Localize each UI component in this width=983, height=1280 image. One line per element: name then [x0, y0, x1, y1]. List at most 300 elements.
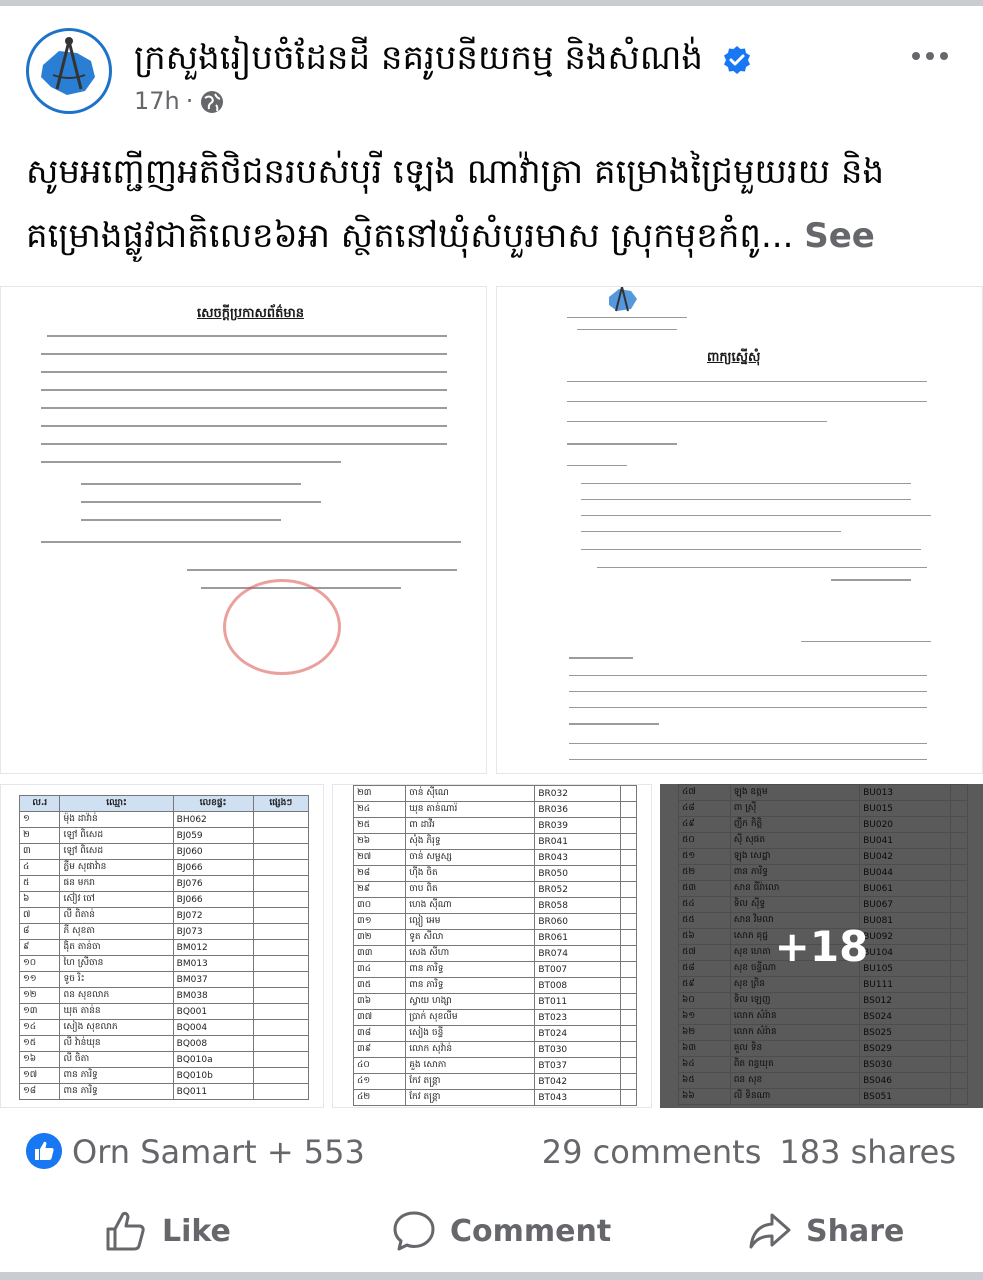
table-cell: ពាន ភារិទ្ធ	[406, 978, 535, 994]
table-cell: ៨	[20, 924, 60, 940]
table-cell: BR050	[535, 866, 620, 882]
table-cell: ២៧	[354, 850, 406, 866]
table-row	[354, 834, 637, 850]
table-cell: ៥៦	[679, 929, 731, 945]
table-cell: ហៃ ស្រីចាន	[60, 956, 173, 972]
globe-icon	[199, 89, 225, 115]
share-arrow-icon	[748, 1209, 792, 1253]
table-cell: សៀង ចន្ទី	[406, 1026, 535, 1042]
form-field-line	[569, 759, 927, 760]
table-cell: BQ011	[173, 1084, 253, 1100]
table-cell: BT037	[535, 1058, 620, 1074]
table-row	[354, 1074, 637, 1090]
form-field-line	[567, 421, 827, 422]
table-cell: ៦៣	[679, 1041, 731, 1057]
table-cell: BU015	[860, 801, 951, 817]
form-field-line	[569, 675, 927, 676]
table-cell: ទូច រិះ	[60, 972, 173, 988]
doc-text-line	[41, 371, 447, 373]
table-cell-empty	[253, 1068, 308, 1084]
table-cell: ចាន់ ស៊ីណេ	[406, 786, 535, 802]
table-cell: ស៊ី សុផត	[730, 833, 859, 849]
table-header: ល.រ	[20, 796, 60, 812]
table-cell: ៤១	[354, 1074, 406, 1090]
table-cell: កែវ តន្ត្រា	[406, 1090, 535, 1106]
table-row	[354, 1042, 637, 1058]
table-cell: ពាន ភារិទ្ធ	[60, 1084, 173, 1100]
table-header: ឈ្មោះ	[60, 796, 173, 812]
table-cell: ញឹក កិត្តិ	[730, 817, 859, 833]
table-row	[20, 876, 309, 892]
table-row	[20, 908, 309, 924]
table-cell: លី ទិនណា	[730, 1089, 859, 1105]
table-cell: BU042	[860, 849, 951, 865]
table-cell-empty	[253, 1036, 308, 1052]
table-cell: ៥១	[679, 849, 731, 865]
table-cell: ១៧	[20, 1068, 60, 1084]
table-cell: ២៨	[354, 866, 406, 882]
table-cell: ពិត ពន្ធឃុត	[730, 1057, 859, 1073]
table-cell-empty	[253, 924, 308, 940]
table-cell: ៦១	[679, 1009, 731, 1025]
form-checkbox-row	[581, 515, 931, 516]
table-row	[20, 1036, 309, 1052]
table-cell: ចាប ពិត	[406, 882, 535, 898]
table-cell: ផន មករា	[60, 876, 173, 892]
table-cell-empty	[253, 1004, 308, 1020]
photo-application-form[interactable]	[496, 286, 983, 774]
form-section-heading	[567, 443, 677, 445]
table-cell: BQ010a	[173, 1052, 253, 1068]
table-cell: BJ066	[173, 860, 253, 876]
table-cell: ៤៩	[679, 817, 731, 833]
table-cell: លី ចិតា	[60, 1052, 173, 1068]
table-cell: BS012	[860, 993, 951, 1009]
table-cell: ឡុង សេដ្ឋា	[730, 849, 859, 865]
table-cell: BJ076	[173, 876, 253, 892]
table-cell: ប្រាក់ សុខលីម	[406, 1010, 535, 1026]
table-cell: BR058	[535, 898, 620, 914]
table-cell: ង៉ិត តាន់ចា	[60, 940, 173, 956]
table-row	[354, 850, 637, 866]
table-row	[354, 1058, 637, 1074]
table-cell: ឡៅ ពិសេដ	[60, 844, 173, 860]
table-cell: ៥៧	[679, 945, 731, 961]
table-cell: សោភ គុជ្ជ	[730, 929, 859, 945]
table-cell: ៣៩	[354, 1042, 406, 1058]
post-meta: 17h ·	[134, 86, 225, 116]
table-cell: លោក សំរ៉ាន	[730, 1025, 859, 1041]
table-cell: ៦៤	[679, 1057, 731, 1073]
table-row	[20, 860, 309, 876]
table-row	[354, 1010, 637, 1026]
table-cell-empty	[620, 1042, 636, 1058]
table-cell: BM037	[173, 972, 253, 988]
table-cell: ៣	[20, 844, 60, 860]
table-cell: BS029	[860, 1041, 951, 1057]
table-row	[354, 1090, 637, 1106]
table-cell: BQ001	[173, 1004, 253, 1020]
photo-roster-table-3[interactable]	[660, 784, 983, 1108]
reaction-names[interactable]: Orn Samart + 553	[72, 1133, 365, 1171]
table-cell: ៦០	[679, 993, 731, 1009]
table-cell: ៣៤	[354, 962, 406, 978]
table-cell-empty	[620, 882, 636, 898]
table-cell: ស្វាយ ហង្សា	[406, 994, 535, 1010]
table-cell-empty	[620, 818, 636, 834]
table-cell: ៩	[20, 940, 60, 956]
more-photos-count[interactable]: +18	[774, 921, 869, 971]
table-row	[354, 914, 637, 930]
form-field-line	[569, 707, 927, 708]
table-cell: BT024	[535, 1026, 620, 1042]
form-title: ពាក្យស្នើសុំ	[707, 350, 761, 365]
table-cell: BS025	[860, 1025, 951, 1041]
roster-table-1	[19, 795, 309, 1100]
notice-title: សេចក្តីប្រកាសព័ត៌មាន	[197, 306, 305, 321]
table-cell: ៤	[20, 860, 60, 876]
doc-list-item	[81, 501, 321, 503]
table-cell: ៦៦	[679, 1089, 731, 1105]
form-checkbox-row	[581, 499, 911, 500]
form-section-heading	[569, 657, 633, 659]
table-cell: ១	[20, 812, 60, 828]
table-row	[20, 972, 309, 988]
table-cell: ២៥	[354, 818, 406, 834]
post-text-line-1: សូមអញ្ជើញអតិថិជនរបស់បុរី ឡេង ណាវ៉ាត្រា គម្រោងជ្រៃមួយរយ និង	[26, 152, 885, 192]
table-cell-empty	[253, 812, 308, 828]
action-bar	[0, 1196, 983, 1266]
table-cell: ២៦	[354, 834, 406, 850]
table-cell: ១៦	[20, 1052, 60, 1068]
table-cell-empty	[620, 1074, 636, 1090]
table-cell: BR052	[535, 882, 620, 898]
see-more-link[interactable]: See	[804, 216, 875, 256]
table-cell-empty	[620, 930, 636, 946]
doc-text-line	[41, 443, 447, 445]
doc-text-line	[41, 461, 341, 463]
bottom-divider	[0, 1272, 983, 1280]
doc-text-line	[41, 425, 447, 427]
table-cell: ឡៅ ពិសេដ	[60, 828, 173, 844]
reaction-summary	[26, 1130, 956, 1174]
photo-notice-document[interactable]	[0, 286, 487, 774]
table-cell: ឃុន តាន់ណារ៉	[406, 802, 535, 818]
table-cell-empty	[620, 898, 636, 914]
table-cell: ទូត សីលា	[406, 930, 535, 946]
table-cell-empty	[620, 802, 636, 818]
table-cell: ទិល ស៊ីទ្ធ	[730, 897, 859, 913]
table-row	[20, 940, 309, 956]
photo-roster-table-2[interactable]	[332, 784, 652, 1108]
table-row	[354, 786, 637, 802]
table-row	[354, 898, 637, 914]
table-cell: BS024	[860, 1009, 951, 1025]
table-cell: ៤៨	[679, 801, 731, 817]
doc-list-item	[81, 483, 301, 485]
table-row	[354, 1026, 637, 1042]
table-cell-empty	[620, 978, 636, 994]
table-row	[20, 1004, 309, 1020]
table-cell: BT008	[535, 978, 620, 994]
doc-list-item	[81, 519, 281, 521]
table-cell: ១១	[20, 972, 60, 988]
form-section-heading	[567, 465, 627, 466]
shares-count[interactable]: 183 shares	[779, 1133, 956, 1171]
table-row	[354, 866, 637, 882]
photo-grid	[0, 286, 983, 1108]
form-checkbox-row	[581, 531, 841, 532]
table-cell: BQ010b	[173, 1068, 253, 1084]
roster-table-2-body	[354, 786, 637, 1106]
table-cell: BJ066	[173, 892, 253, 908]
table-cell: BJ072	[173, 908, 253, 924]
table-cell: ៥៣	[679, 881, 731, 897]
table-cell-empty	[620, 866, 636, 882]
photo-roster-table-1[interactable]	[0, 784, 324, 1108]
table-cell: ហេង ស៊ីណា	[406, 898, 535, 914]
table-cell: BU061	[860, 881, 951, 897]
page-name-text[interactable]: ក្រសួងរៀបចំដែនដី នគរូបនីយកម្ម និងសំណង់	[134, 38, 703, 78]
form-checkbox-row	[581, 483, 911, 484]
table-cell-empty	[253, 828, 308, 844]
table-cell: BS051	[860, 1089, 951, 1105]
comment-bubble-icon	[392, 1209, 436, 1253]
table-cell: ម៉ុង ដាវ៉ាន់	[60, 812, 173, 828]
table-header: ផ្សេងៗ	[253, 796, 308, 812]
page-avatar[interactable]	[26, 28, 112, 114]
table-row	[20, 828, 309, 844]
doc-text-line	[47, 335, 447, 337]
table-cell: ៤២	[354, 1090, 406, 1106]
form-signature-line	[801, 641, 931, 642]
table-cell: ពាន ភារិទ្ធ	[406, 962, 535, 978]
table-cell: លី វ៉ាន់ឃុន	[60, 1036, 173, 1052]
table-cell: BT007	[535, 962, 620, 978]
ministry-logo-icon	[29, 31, 109, 111]
table-cell: ៦	[20, 892, 60, 908]
table-cell: BM038	[173, 988, 253, 1004]
table-cell: សាន វិមលា	[730, 913, 859, 929]
table-cell: ល្អៀ អេម	[406, 914, 535, 930]
form-section-heading	[569, 723, 659, 725]
table-cell-empty	[620, 1058, 636, 1074]
table-row	[354, 994, 637, 1010]
table-cell: BU081	[860, 913, 951, 929]
table-cell: ៤០	[354, 1058, 406, 1074]
table-cell: BS046	[860, 1073, 951, 1089]
table-cell: BU020	[860, 817, 951, 833]
table-cell: ពន សុខ	[730, 1073, 859, 1089]
table-cell: ១០	[20, 956, 60, 972]
table-cell: ឃុត តាន់ន	[60, 1004, 173, 1020]
table-cell-empty	[620, 1026, 636, 1042]
table-cell: ពា ស្រ៊ី	[730, 801, 859, 817]
table-cell: ៥២	[679, 865, 731, 881]
table-cell: BU111	[860, 977, 951, 993]
table-cell: BU044	[860, 865, 951, 881]
table-cell: BR039	[535, 818, 620, 834]
table-cell: ២៩	[354, 882, 406, 898]
comments-count[interactable]: 29 comments	[541, 1133, 762, 1171]
table-cell: ពាន ភារិទ្ធ	[730, 865, 859, 881]
doc-text-line	[41, 353, 447, 355]
table-cell-empty	[253, 956, 308, 972]
table-cell: ២៤	[354, 802, 406, 818]
form-field-line	[569, 743, 927, 744]
table-cell: BR074	[535, 946, 620, 962]
like-button[interactable]	[104, 1196, 231, 1266]
more-options-icon[interactable]	[910, 46, 950, 66]
table-cell-empty	[253, 908, 308, 924]
table-cell: BU104	[860, 945, 951, 961]
doc-text-line	[41, 541, 461, 543]
comment-button[interactable]	[392, 1196, 611, 1266]
table-cell-empty	[253, 1084, 308, 1100]
table-cell: ពាន ភារិទ្ធ	[60, 1068, 173, 1084]
table-cell: ៣៨	[354, 1026, 406, 1042]
table-cell-empty	[620, 1010, 636, 1026]
table-cell-empty	[620, 786, 636, 802]
table-cell: BU092	[860, 929, 951, 945]
table-row	[354, 818, 637, 834]
table-cell: BT043	[535, 1090, 620, 1106]
table-cell: BU105	[860, 961, 951, 977]
table-cell: ១២	[20, 988, 60, 1004]
table-cell: ឡុង ឧត្តម	[730, 785, 859, 801]
table-cell: ពន សុខលាភ	[60, 988, 173, 1004]
table-cell: ១៤	[20, 1020, 60, 1036]
form-header-line	[567, 317, 687, 318]
table-cell: ៣៧	[354, 1010, 406, 1026]
table-row	[20, 844, 309, 860]
table-row	[20, 1068, 309, 1084]
table-row	[354, 946, 637, 962]
table-row	[354, 930, 637, 946]
table-cell: កែវ តន្ត្រា	[406, 1074, 535, 1090]
table-cell: ៣៣	[354, 946, 406, 962]
table-cell: សុខ ព្រិន	[730, 977, 859, 993]
form-logo-icon	[605, 287, 639, 313]
table-cell: BS030	[860, 1057, 951, 1073]
form-field-line	[567, 401, 927, 402]
table-cell: ៥៨	[679, 961, 731, 977]
table-cell-empty	[253, 892, 308, 908]
table-cell: លី ពិតាន់	[60, 908, 173, 924]
table-cell: ភី សុខតា	[60, 924, 173, 940]
form-field-line	[597, 567, 927, 568]
table-cell-empty	[620, 834, 636, 850]
table-row	[20, 1084, 309, 1100]
table-row	[20, 924, 309, 940]
form-field-line	[569, 691, 927, 692]
thumbs-up-icon	[104, 1209, 148, 1253]
post-text-line-2-body: គម្រោងផ្លូវជាតិលេខ៦អា ស្ថិតនៅឃុំសំបួរមាស ស្រុកមុខកំពូ...	[26, 216, 794, 256]
table-cell-empty	[253, 1052, 308, 1068]
table-cell-empty	[620, 914, 636, 930]
table-cell: គួល ទិន	[730, 1041, 859, 1057]
table-cell-empty	[620, 946, 636, 962]
table-cell: BT023	[535, 1010, 620, 1026]
table-cell-empty	[253, 988, 308, 1004]
share-label: Share	[806, 1213, 905, 1249]
table-cell-empty	[253, 1020, 308, 1036]
table-cell: ស៊ៀវ ចៅ	[60, 892, 173, 908]
table-cell: BT011	[535, 994, 620, 1010]
table-cell: លោក សំរ៉ាន	[730, 1009, 859, 1025]
table-cell: ពា ដាវីរ	[406, 818, 535, 834]
table-cell: BH062	[173, 812, 253, 828]
table-cell: សុខ ហេតា	[730, 945, 859, 961]
table-row	[354, 978, 637, 994]
doc-text-line	[41, 389, 447, 391]
table-cell: BR032	[535, 786, 620, 802]
table-cell: ទិល ឡេញ	[730, 993, 859, 1009]
table-cell-empty	[253, 844, 308, 860]
table-cell: BR060	[535, 914, 620, 930]
like-reaction-icon[interactable]	[26, 1133, 62, 1169]
page-name[interactable]	[134, 36, 752, 80]
table-cell: BM013	[173, 956, 253, 972]
engagement-counts	[524, 1130, 956, 1174]
table-row	[20, 1052, 309, 1068]
share-button[interactable]	[748, 1196, 904, 1266]
table-cell: BJ060	[173, 844, 253, 860]
table-cell: ហ៊ីង ចិត	[406, 866, 535, 882]
table-cell: ១៣	[20, 1004, 60, 1020]
post-time[interactable]: 17h	[134, 87, 180, 115]
table-cell: ៥៥	[679, 913, 731, 929]
table-row	[354, 882, 637, 898]
table-cell-empty	[620, 1090, 636, 1106]
table-cell: សុំង ភិរុទ្ធ	[406, 834, 535, 850]
like-label: Like	[162, 1213, 231, 1249]
table-cell: គួង សោភា	[406, 1058, 535, 1074]
table-cell: ៥	[20, 876, 60, 892]
table-cell: ១៥	[20, 1036, 60, 1052]
table-cell: BR041	[535, 834, 620, 850]
table-cell: BQ008	[173, 1036, 253, 1052]
table-cell: BM012	[173, 940, 253, 956]
table-cell-empty	[253, 940, 308, 956]
table-row	[20, 892, 309, 908]
table-cell: BU013	[860, 785, 951, 801]
post-header	[26, 28, 956, 118]
form-header-line	[577, 329, 677, 330]
table-cell: BR061	[535, 930, 620, 946]
table-cell: ១៨	[20, 1084, 60, 1100]
table-cell: ៥៤	[679, 897, 731, 913]
table-cell: BQ004	[173, 1020, 253, 1036]
table-cell: BT030	[535, 1042, 620, 1058]
table-cell: ៣១	[354, 914, 406, 930]
table-cell: ៣៥	[354, 978, 406, 994]
roster-table-1-body	[20, 812, 309, 1100]
table-row	[20, 988, 309, 1004]
table-row	[20, 1020, 309, 1036]
table-cell: ៧	[20, 908, 60, 924]
top-divider	[0, 0, 983, 6]
form-signature-label	[831, 579, 911, 581]
table-cell: BJ073	[173, 924, 253, 940]
table-cell: សាន ធីរ៉ាលោ	[730, 881, 859, 897]
table-cell: BU041	[860, 833, 951, 849]
table-cell: ភ្លឺម សុផាវ៉ាន	[60, 860, 173, 876]
roster-table-2	[353, 785, 637, 1106]
doc-text-line	[41, 407, 447, 409]
table-cell: ២	[20, 828, 60, 844]
official-stamp	[223, 579, 341, 675]
